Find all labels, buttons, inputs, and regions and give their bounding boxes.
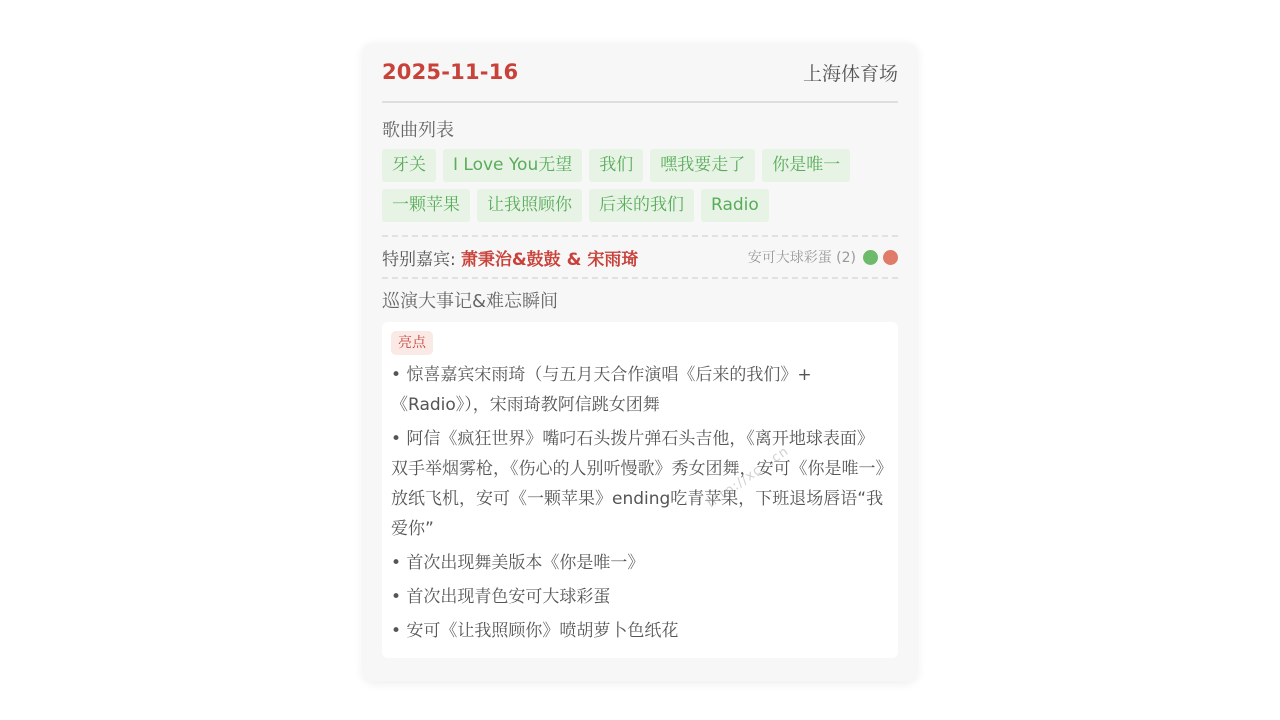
highlights-list (391, 360, 888, 646)
highlight-item: • 惊喜嘉宾宋雨琦（与五月天合作演唱《后来的我们》+《Radio》），宋雨琦教阿信跳女团舞 (391, 365, 812, 415)
song-tag[interactable]: 你是唯一 (762, 149, 850, 182)
concert-card (363, 43, 917, 681)
highlight-item: • 阿信《疯狂世界》嘴叼石头拨片弹石头吉他，《离开地球表面》双手举烟雾枪，《伤心的人别听慢歌》秀女团舞，安可《你是唯一》放纸飞机，安可《一颗苹果》ending吃青苹果，下班退场唇语“我爱你” (391, 429, 884, 539)
concert-date: 2025-11-16 (382, 60, 519, 84)
highlight-item: • 首次出现舞美版本《你是唯一》 (391, 553, 645, 573)
setlist-title: 歌曲列表 (382, 120, 454, 141)
highlights-title: 巡演大事记&难忘瞬间 (382, 291, 559, 312)
song-tag[interactable]: 一颗苹果 (382, 189, 470, 222)
highlight-tag: 亮点 (391, 331, 433, 355)
guest-row (382, 235, 898, 279)
setlist (382, 149, 902, 229)
song-tag[interactable]: 嘿我要走了 (650, 149, 755, 182)
song-tag[interactable]: 让我照顾你 (477, 189, 582, 222)
guest-info (382, 245, 638, 270)
guest-label: 特别嘉宾: (382, 249, 456, 270)
card-header (382, 43, 898, 103)
song-tag[interactable]: 后来的我们 (589, 189, 694, 222)
easter-egg-label: 安可大球彩蛋 (2) (747, 250, 856, 266)
red-ball-icon (883, 250, 898, 265)
song-tag[interactable]: 我们 (589, 149, 643, 182)
concert-venue: 上海体育场 (802, 62, 898, 85)
easter-egg (748, 247, 898, 267)
highlight-item: • 安可《让我照顾你》喷胡萝卜色纸花 (391, 621, 679, 641)
guest-names: 萧秉治&鼓鼓 & 宋雨琦 (460, 249, 639, 270)
song-tag[interactable]: 牙关 (382, 149, 436, 182)
song-tag[interactable]: Radio (701, 189, 769, 222)
highlight-item: • 首次出现青色安可大球彩蛋 (391, 587, 611, 607)
highlights-panel (382, 322, 898, 658)
green-ball-icon (863, 250, 878, 265)
watermark: http://xc...cn (704, 443, 792, 512)
song-tag[interactable]: I Love You无望 (443, 149, 582, 182)
